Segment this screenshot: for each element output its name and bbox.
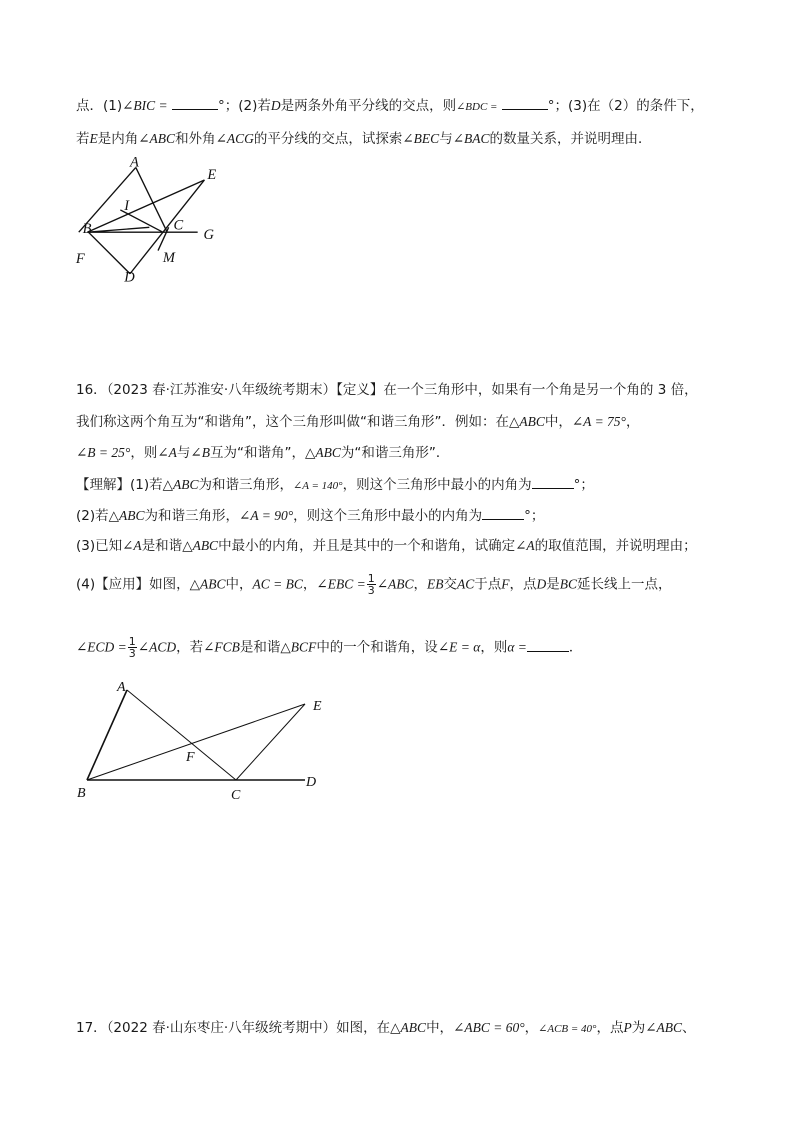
label-b: B xyxy=(82,221,92,238)
q17-line-1: 17．（2022 春·山东枣庄·八年级统考期中）如图，在△ABC中，∠ABC = 60°，∠ACB = 40°，点P为∠ABC、 xyxy=(76,1020,696,1036)
segment-be xyxy=(87,704,305,780)
q15-line-2: 若E是内角∠ABC和外角∠ACG的平分线的交点，试探索∠BEC与∠BAC的数量关系，并说明理由． xyxy=(76,131,652,147)
label-d: D xyxy=(306,775,317,790)
question-number: 17． xyxy=(76,1020,107,1036)
question-number: 16． xyxy=(76,382,107,398)
label-a: A xyxy=(117,680,126,695)
label-m: M xyxy=(162,250,175,267)
label-f: F xyxy=(75,251,85,268)
q15-line-1: 点．(1)∠BIC = °；(2)若D是两条外角平分线的交点，则∠BDC = °；(3)在（2）的条件下， xyxy=(76,95,704,117)
answer-blank[interactable] xyxy=(502,95,548,110)
q16-line-3: ∠B = 25°，则∠A与∠B互为“和谐角”，△ABC为“和谐三角形”． xyxy=(76,445,450,461)
segment-bd xyxy=(88,232,130,274)
answer-blank[interactable] xyxy=(172,95,218,110)
segment-ab xyxy=(87,690,127,780)
segment-ec xyxy=(236,704,305,780)
q16-line-4: 【理解】(1)若△ABC为和谐三角形，∠A = 140°，则这个三角形中最小的内角为 °； xyxy=(76,474,594,496)
label-e: E xyxy=(313,699,322,714)
answer-blank[interactable] xyxy=(527,637,569,652)
label-c: C xyxy=(173,217,184,234)
question-source: （2023 春·江苏淮安·八年级统考期末） xyxy=(106,382,337,398)
label-e: E xyxy=(207,167,217,183)
q16-line-1: 16．（2023 春·江苏淮安·八年级统考期末）【定义】在一个三角形中，如果有一个角是另一个角的 3 倍， xyxy=(76,382,698,398)
q16-line-6: (3)已知∠A是和谐△ABC中最小的内角，并且是其中的一个和谐角，试确定∠A的取值范围，并说明理由； xyxy=(76,538,697,554)
q16-line-7: (4)【应用】如图，△ABC中，AC = BC，∠EBC = $\frac{1}{3}$ ∠ABC，EB交AC于点F，点D是BC延长线上一点， xyxy=(76,572,672,597)
q16-line-5: (2)若△ABC为和谐三角形，∠A = 90°，则这个三角形中最小的内角为 °； xyxy=(76,505,544,526)
answer-blank[interactable] xyxy=(532,474,574,489)
label-i: I xyxy=(124,197,130,214)
q16-line-8: ∠ECD = $\frac{1}{3}$ ∠ACD，若∠FCB是和谐△BCF中的一个和谐角，设∠E = α，则α = ． xyxy=(76,635,583,660)
label-d: D xyxy=(124,269,135,286)
q16-figure xyxy=(0,670,340,805)
label-c: C xyxy=(231,788,241,803)
label-b: B xyxy=(77,786,86,801)
label-f: F xyxy=(186,750,195,765)
fraction-one-third: $\frac{1}{3}$ xyxy=(128,635,136,660)
label-a: A xyxy=(130,154,139,171)
label-g: G xyxy=(203,226,214,243)
question-source: （2022 春·山东枣庄·八年级统考期中） xyxy=(106,1020,337,1036)
fraction-one-third: $\frac{1}{3}$ xyxy=(367,572,375,597)
answer-blank[interactable] xyxy=(482,505,524,520)
segment-ac xyxy=(127,690,236,780)
q15-figure xyxy=(0,150,260,295)
q16-line-2: 我们称这两个角互为“和谐角”，这个三角形叫做“和谐三角形”．例如：在△ABC中，∠A = 75°， xyxy=(76,414,640,430)
